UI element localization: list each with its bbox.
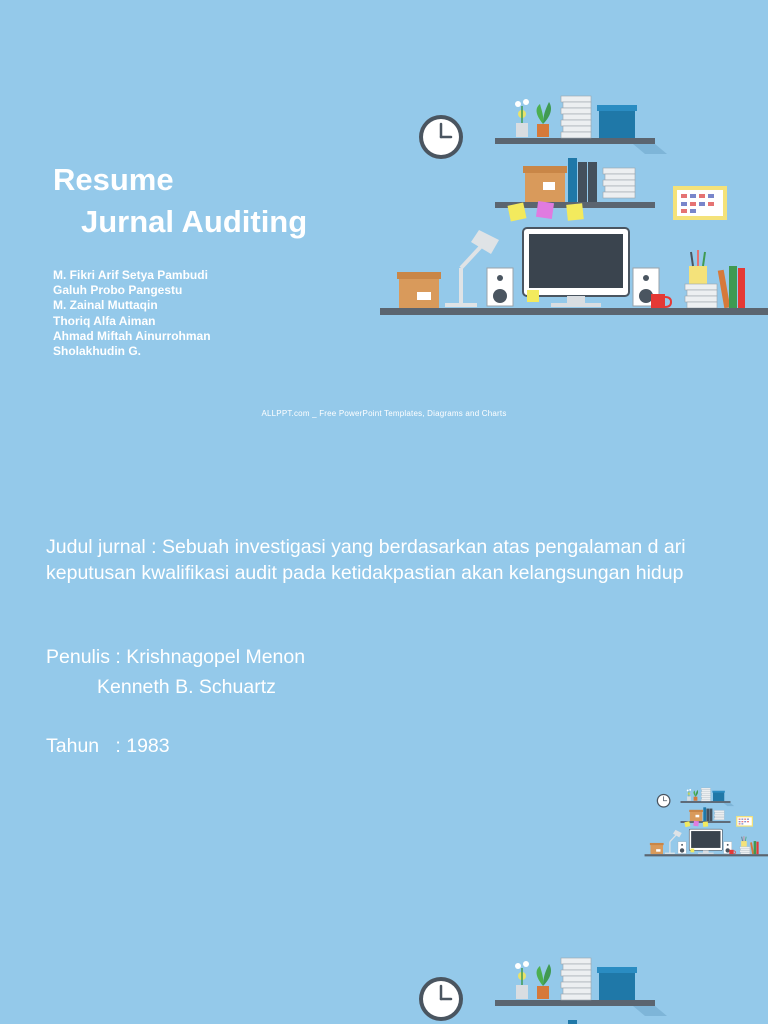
journal-title: Judul jurnal : Sebuah investigasi yang berdasarkan atas pengalaman d ari keputusan kwalifikasi audit pada ketidakpastian akan kelangsungan hidup [46,536,686,584]
author-item: Sholakhudin G. [53,344,142,359]
author-item: M. Fikri Arif Setya Pambudi [53,268,208,282]
author-item: Ahmad Miftah Ainurrohman [53,328,211,343]
office-illustration-slide3 [375,952,768,1024]
author-item: Galuh Probo Pangestu [53,283,183,298]
office-illustration-small [643,786,768,858]
author-list [53,268,211,359]
author-item: M. Zainal Muttaqin [53,298,158,313]
author-line-1: Penulis : Krishnagopel Menon [46,646,306,668]
author-line-2: Kenneth B. Schuartz [97,676,276,698]
template-credit: ALLPPT.com _ Free PowerPoint Templates, Diagrams and Charts [261,409,507,418]
year-line: Tahun : 1983 [46,735,170,757]
title-line-1: Resume [53,162,174,197]
title-line-2: Jurnal Auditing [81,204,308,239]
office-illustration [375,90,768,320]
author-item: Thoriq Alfa Aiman [53,313,156,328]
